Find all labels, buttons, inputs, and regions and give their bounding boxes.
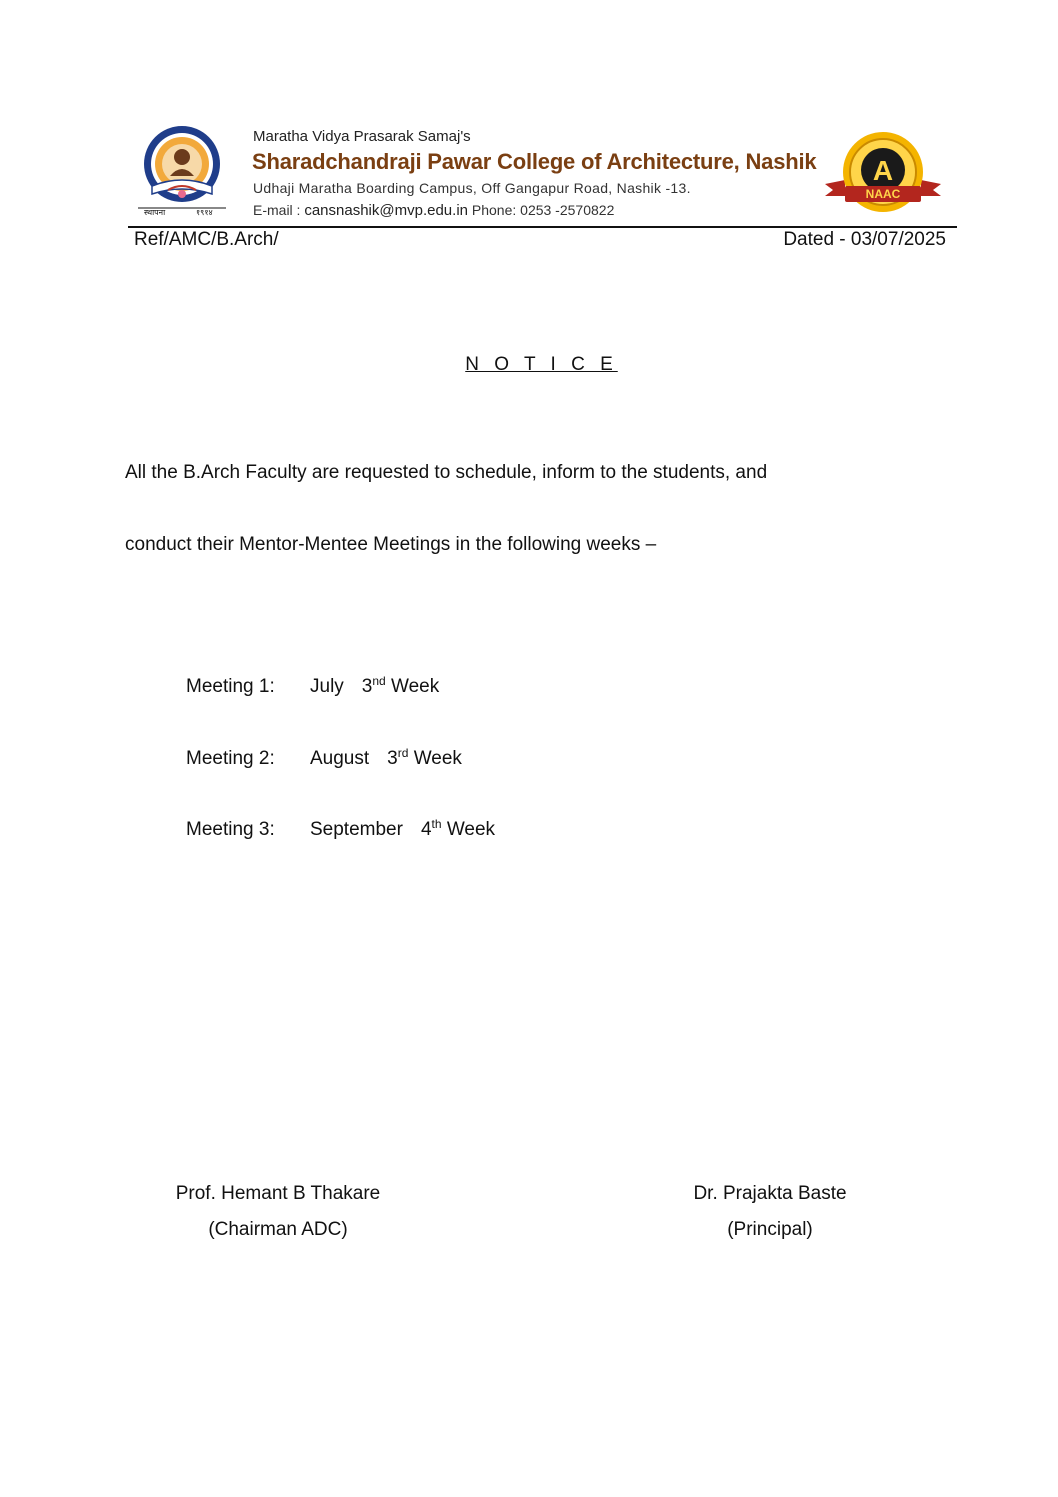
meeting-month: September (310, 819, 403, 840)
signatory-name: Prof. Hemant B Thakare (175, 1183, 381, 1204)
meeting-week-suffix: rd (397, 746, 409, 760)
meeting-week-number: 3 (387, 748, 398, 769)
header-divider (128, 226, 957, 228)
meeting-week-word: Week (413, 748, 462, 769)
society-name: Maratha Vidya Prasarak Samaj's (253, 128, 471, 145)
college-name: Sharadchandraji Pawar College of Architecture, Nashik (252, 149, 817, 174)
meeting-week-suffix: nd (372, 674, 386, 688)
naac-grade: A (872, 155, 894, 186)
naac-label: NAAC (865, 187, 901, 201)
signatory-role: (Chairman ADC) (208, 1219, 348, 1240)
emblem-founded-year: १९१४ (196, 208, 213, 216)
body-line-2: conduct their Mentor-Mentee Meetings in the following weeks – (125, 534, 657, 555)
college-address: Udhaji Maratha Boarding Campus, Off Gangapur Road, Nashik -13. (253, 180, 691, 196)
meeting-row (186, 819, 495, 841)
signatory-name: Dr. Prajakta Baste (693, 1183, 847, 1204)
email-label: E-mail : (253, 202, 301, 218)
institution-emblem-icon (134, 124, 230, 216)
college-contact (253, 202, 614, 219)
signatory-role: (Principal) (727, 1219, 813, 1240)
meeting-week-word: Week (446, 819, 496, 840)
meeting-week-word: Week (391, 676, 440, 697)
meeting-month: August (310, 748, 370, 769)
meeting-label: Meeting 2: (186, 748, 275, 769)
meeting-label: Meeting 3: (186, 819, 275, 840)
meeting-week-suffix: th (431, 817, 442, 831)
notice-date: Dated - 03/07/2025 (783, 229, 946, 250)
meeting-label: Meeting 1: (186, 676, 275, 697)
phone-number: Phone: 0253 -2570822 (471, 202, 615, 218)
naac-grade-a-badge-icon (823, 130, 943, 216)
signatory-left (156, 1183, 400, 1241)
meeting-month: July (310, 676, 344, 697)
signatory-right (670, 1183, 870, 1241)
email-address: cansnashik@mvp.edu.in (304, 202, 468, 219)
emblem-founded-label: स्थापना (144, 208, 166, 216)
body-line-1: All the B.Arch Faculty are requested to schedule, inform to the students, and (125, 462, 768, 483)
reference-number: Ref/AMC/B.Arch/ (134, 229, 279, 250)
notice-title: N O T I C E (465, 354, 618, 375)
meeting-row (186, 676, 439, 698)
meeting-week-number: 3 (361, 676, 373, 697)
meeting-week-number: 4 (420, 819, 432, 840)
meeting-row (186, 748, 462, 770)
